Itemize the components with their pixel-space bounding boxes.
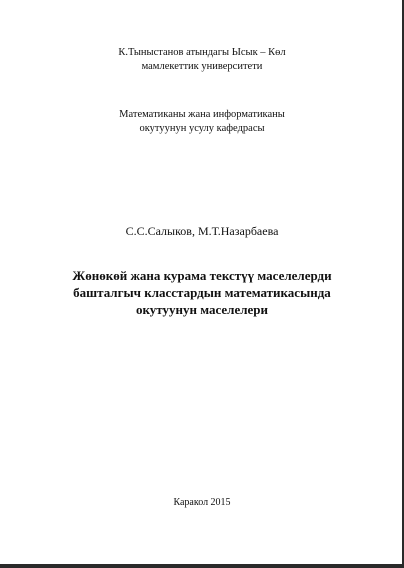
document-title-line-3: окутуунун маселелери bbox=[135, 302, 269, 317]
document-title-line-1: Жөнөкөй жана курама текстүү маселелерди bbox=[72, 268, 332, 283]
department-name bbox=[0, 108, 404, 136]
university-name bbox=[0, 46, 404, 74]
university-name-line-2: мамлекеттик университети bbox=[141, 61, 263, 72]
document-title bbox=[0, 267, 404, 318]
page-edge-bottom bbox=[0, 564, 404, 568]
city-year-text: Каракол 2015 bbox=[173, 497, 231, 508]
document-title-line-2: башталгыч класстардын математикасында bbox=[73, 285, 331, 300]
university-name-line-1: К.Тыныстанов атындагы Ысык – Көл bbox=[118, 47, 286, 58]
city-year bbox=[0, 496, 404, 510]
department-name-line-2: окутуунун усулу кафедрасы bbox=[139, 123, 265, 134]
authors bbox=[0, 223, 404, 239]
department-name-line-1: Математиканы жана информатиканы bbox=[119, 109, 285, 120]
authors-text: С.С.Салыков, М.Т.Назарбаева bbox=[125, 224, 279, 238]
